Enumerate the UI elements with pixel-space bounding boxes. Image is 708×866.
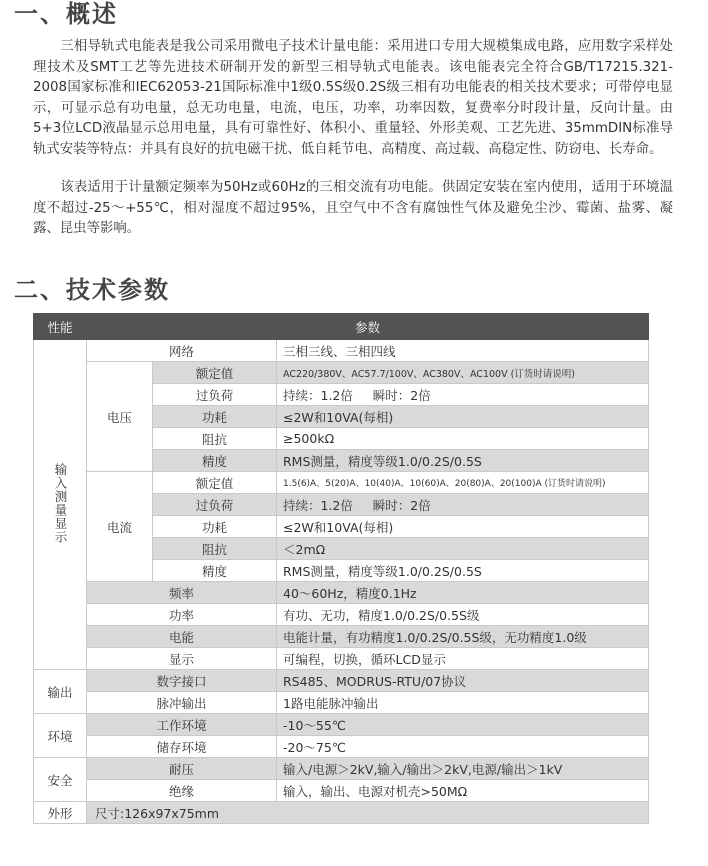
row-value: 1路电能脉冲输出 xyxy=(277,692,649,714)
row-value: ≤2W和10VA(每相) xyxy=(277,406,649,428)
row-label: 额定值 xyxy=(153,362,277,384)
group-output: 输出 xyxy=(34,670,87,714)
subgroup-voltage: 电压 xyxy=(87,362,153,472)
table-row xyxy=(34,362,649,384)
table-row xyxy=(34,758,649,780)
row-label: 精度 xyxy=(153,450,277,472)
overview-paragraph-1-text: 三相导轨式电能表是我公司采用微电子技术计量电能：采用进口专用大规模集成电路，应用数字采样处理技术及SMT工艺等先进技术研制开发的新型三相导轨式电能表。该电能表完全符合GB/T17215.321-2008国家标准和IEC62053-21国际标准中1级0.5S级0.2S级三相有功电能表的相关技术要求；可带停电显示，可显示总有功电量，总无功电量，电流，电压，功率，功率因数，复费率分时段计量，反向计量。由5+3位LCD液晶显示总用电量，具有可靠性好、体积小、重量轻、外形美观、工艺先进、35mmDIN标准导轨式安装等特点：并具有良好的抗电磁干扰、低自耗节电、高精度、高过载、高稳定性、防窃电、长寿命。 xyxy=(33,39,673,157)
table-row xyxy=(34,626,649,648)
row-label: 耐压 xyxy=(87,758,277,780)
row-label: 数字接口 xyxy=(87,670,277,692)
table-row xyxy=(34,648,649,670)
table-row xyxy=(34,692,649,714)
table-row xyxy=(34,472,649,494)
row-value: 持续：1.2倍 瞬时：2倍 xyxy=(277,494,649,516)
row-value: ≥500kΩ xyxy=(277,428,649,450)
group-shape: 外形 xyxy=(34,802,87,824)
row-label: 显示 xyxy=(87,648,277,670)
row-label: 功耗 xyxy=(153,406,277,428)
row-label: 网络 xyxy=(87,340,277,362)
table-row xyxy=(34,670,649,692)
header-performance: 性能 xyxy=(34,314,87,340)
table-row xyxy=(34,780,649,802)
group-input-label: 输入测量显示 xyxy=(53,462,68,544)
group-environment: 环境 xyxy=(34,714,87,758)
row-value: 输入，输出、电源对机壳>50MΩ xyxy=(277,780,649,802)
row-label: 脉冲输出 xyxy=(87,692,277,714)
row-value: -10～55℃ xyxy=(277,714,649,736)
row-label: 精度 xyxy=(153,560,277,582)
row-value: 40～60Hz，精度0.1Hz xyxy=(277,582,649,604)
row-value: RS485、MODRUS-RTU/07协议 xyxy=(277,670,649,692)
row-label: 绝缘 xyxy=(87,780,277,802)
row-label: 工作环境 xyxy=(87,714,277,736)
overview-paragraph-1 xyxy=(33,37,673,160)
overview-heading: 一、概述 xyxy=(14,0,118,28)
tech-params-heading: 二、技术参数 xyxy=(14,276,170,304)
row-value: 持续：1.2倍 瞬时：2倍 xyxy=(277,384,649,406)
row-value: ＜2mΩ xyxy=(277,538,649,560)
row-label: 额定值 xyxy=(153,472,277,494)
row-value: 电能计量，有功精度1.0/0.2S/0.5S级，无功精度1.0级 xyxy=(277,626,649,648)
row-value: -20～75℃ xyxy=(277,736,649,758)
overview-paragraph-2-text: 该表适用于计量额定频率为50Hz或60Hz的三相交流有功电能。供固定安装在室内使用，适用于环境温度不超过-25～+55℃，相对湿度不超过95%，且空气中不含有腐蚀性气体及避免尘沙、霉菌、盐雾、凝露、昆虫等影响。 xyxy=(33,180,673,236)
row-label: 阻抗 xyxy=(153,428,277,450)
row-label: 过负荷 xyxy=(153,384,277,406)
table-row xyxy=(34,736,649,758)
row-value: 三相三线、三相四线 xyxy=(277,340,649,362)
row-value: 尺寸:126x97x75mm xyxy=(87,802,649,824)
subgroup-current: 电流 xyxy=(87,472,153,582)
table-row xyxy=(34,340,649,362)
row-label: 电能 xyxy=(87,626,277,648)
table-row xyxy=(34,802,649,824)
overview-paragraph-2 xyxy=(33,178,673,240)
table-header-row xyxy=(34,314,649,340)
table-row xyxy=(34,714,649,736)
row-label: 功率 xyxy=(87,604,277,626)
row-value: RMS测量，精度等级1.0/0.2S/0.5S xyxy=(277,560,649,582)
row-label: 过负荷 xyxy=(153,494,277,516)
spec-table xyxy=(33,313,649,824)
row-value: ≤2W和10VA(每相) xyxy=(277,516,649,538)
row-label: 储存环境 xyxy=(87,736,277,758)
row-value: 有功、无功，精度1.0/0.2S/0.5S级 xyxy=(277,604,649,626)
header-parameters: 参数 xyxy=(87,314,649,340)
table-row xyxy=(34,604,649,626)
row-value: 输入/电源＞2kV,输入/输出＞2kV,电源/输出＞1kV xyxy=(277,758,649,780)
group-safety: 安全 xyxy=(34,758,87,802)
row-label: 阻抗 xyxy=(153,538,277,560)
row-label: 功耗 xyxy=(153,516,277,538)
row-value: RMS测量，精度等级1.0/0.2S/0.5S xyxy=(277,450,649,472)
row-label: 频率 xyxy=(87,582,277,604)
row-value: AC220/380V、AC57.7/100V、AC380V、AC100V (订货时请说明) xyxy=(277,362,649,384)
table-row xyxy=(34,582,649,604)
group-input xyxy=(34,340,87,670)
row-value: 1.5(6)A、5(20)A、10(40)A、10(60)A、20(80)A、20(100)A (订货时请说明) xyxy=(277,472,649,494)
row-value: 可编程，切换，循环LCD显示 xyxy=(277,648,649,670)
